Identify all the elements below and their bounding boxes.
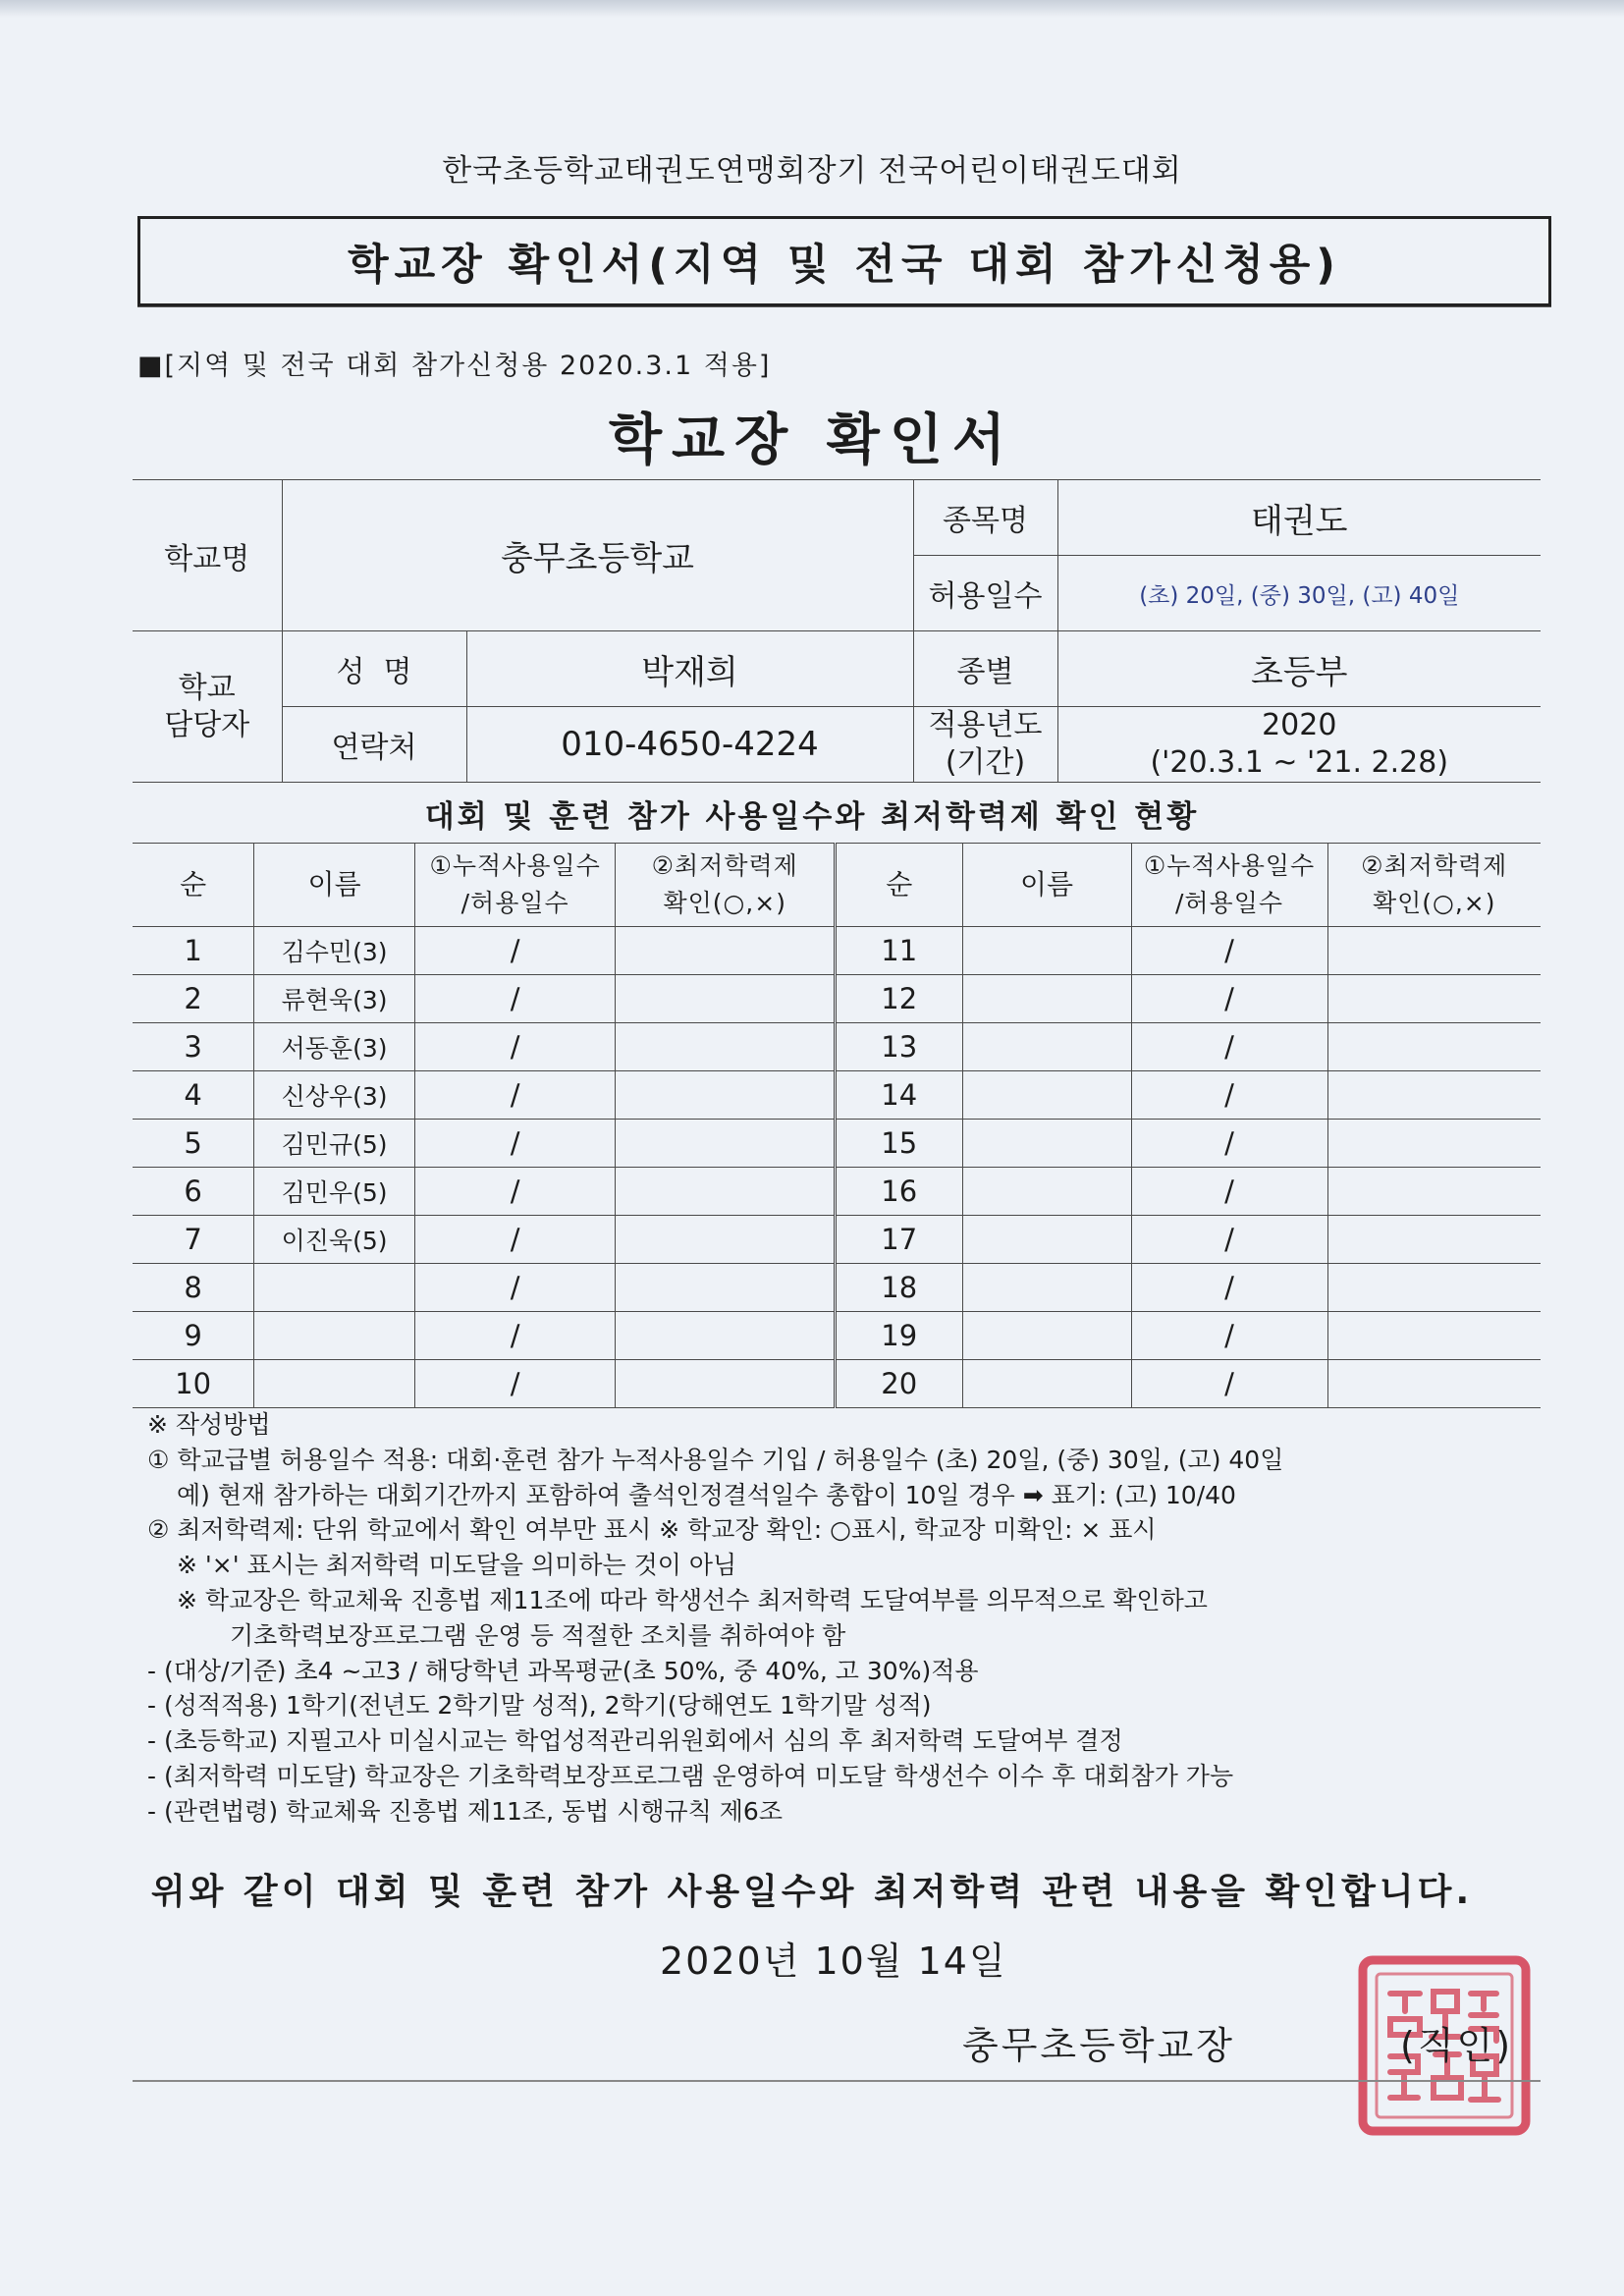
academic-check-cell [1327, 927, 1541, 975]
school-name-label: 학교명 [133, 480, 282, 631]
instructions [147, 1407, 1522, 1830]
roster-table-left [133, 843, 837, 1408]
apply-year-label-line2: (기간) [945, 745, 1026, 780]
col-header-check-line2: 확인(○,×) [663, 889, 786, 917]
table-row [133, 1360, 836, 1408]
academic-check-cell [616, 1120, 836, 1168]
student-name [962, 1360, 1131, 1408]
table-row [837, 1023, 1541, 1071]
table-row [837, 1312, 1541, 1360]
table-row [837, 1216, 1541, 1264]
days-used-cell: / [1131, 927, 1327, 975]
row-number: 2 [133, 975, 254, 1023]
row-number: 3 [133, 1023, 254, 1071]
days-used-cell: / [1131, 1360, 1327, 1408]
academic-check-cell [616, 1071, 836, 1120]
event-value: 태권도 [1057, 480, 1541, 556]
manager-name-value: 박재희 [466, 631, 913, 707]
days-used-cell: / [414, 1071, 616, 1120]
row-number: 8 [133, 1264, 254, 1312]
academic-check-cell [1327, 1216, 1541, 1264]
academic-check-cell [616, 1264, 836, 1312]
days-used-cell: / [1131, 1120, 1327, 1168]
category-value: 초등부 [1057, 631, 1541, 707]
row-number: 19 [837, 1312, 962, 1360]
contact-label: 연락처 [282, 707, 466, 783]
manager-label-line2: 담당자 [164, 707, 250, 742]
student-name [962, 1312, 1131, 1360]
bottom-divider [133, 2080, 1541, 2082]
manager-label-line1: 학교 [178, 670, 236, 705]
days-used-cell: / [414, 1023, 616, 1071]
apply-year-value-line2: ('20.3.1 ~ '21. 2.28) [1150, 745, 1449, 780]
table-row [133, 1023, 836, 1071]
student-name [962, 1071, 1131, 1120]
school-name-value: 충무초등학교 [282, 480, 913, 631]
col-header-check [616, 844, 836, 927]
row-number: 18 [837, 1264, 962, 1312]
days-used-cell: / [1131, 1168, 1327, 1216]
document-title: 학교장 확인서 [608, 409, 1016, 472]
instructions-line: 기초학력보장프로그램 운영 등 적절한 조치를 취하여야 함 [230, 1620, 846, 1650]
roster-section-title: 대회 및 훈련 참가 사용일수와 최저학력제 확인 현황 [424, 799, 1200, 835]
academic-check-cell [1327, 1360, 1541, 1408]
student-name [254, 1360, 415, 1408]
student-name [962, 1023, 1131, 1071]
table-row [837, 975, 1541, 1023]
col-header-check-line1: ②최저학력제 [651, 851, 798, 880]
academic-check-cell [616, 1360, 836, 1408]
manager-name-label: 성 명 [282, 631, 466, 707]
student-name [962, 1264, 1131, 1312]
days-used-cell: / [414, 1264, 616, 1312]
days-used-cell: / [1131, 1023, 1327, 1071]
student-name [962, 975, 1131, 1023]
row-number: 6 [133, 1168, 254, 1216]
apply-year-label [913, 707, 1057, 783]
instructions-line: - (성적적용) 1학기(전년도 2학기말 성적), 2학기(당해연도 1학기말 성적) [147, 1691, 932, 1721]
col-header-no: 순 [837, 844, 962, 927]
col-header-days [1131, 844, 1327, 927]
instructions-line: 예) 현재 참가하는 대회기간까지 포함하여 출석인정결석일수 총합이 10일 경우 ➡ 표기: (고) 10/40 [177, 1480, 1236, 1509]
row-number: 11 [837, 927, 962, 975]
apply-year-value [1057, 707, 1541, 783]
student-name: 서동훈(3) [254, 1023, 415, 1071]
row-number: 17 [837, 1216, 962, 1264]
row-number: 20 [837, 1360, 962, 1408]
row-number: 13 [837, 1023, 962, 1071]
days-used-cell: / [414, 1360, 616, 1408]
row-number: 4 [133, 1071, 254, 1120]
academic-check-cell [616, 1168, 836, 1216]
academic-check-cell [616, 1216, 836, 1264]
student-name: 김민규(5) [254, 1120, 415, 1168]
instructions-line: - (최저학력 미도달) 학교장은 기초학력보장프로그램 운영하여 미도달 학생선수 이수 후 대회참가 가능 [147, 1761, 1234, 1790]
table-row [133, 1216, 836, 1264]
academic-check-cell [1327, 1023, 1541, 1071]
student-name [962, 1120, 1131, 1168]
row-number: 12 [837, 975, 962, 1023]
table-row [133, 1264, 836, 1312]
roster-table-right [837, 843, 1541, 1408]
student-name: 김수민(3) [254, 927, 415, 975]
student-name: 류현욱(3) [254, 975, 415, 1023]
days-used-cell: / [414, 1120, 616, 1168]
table-row [837, 1264, 1541, 1312]
student-name: 이진욱(5) [254, 1216, 415, 1264]
contact-value: 010-4650-4224 [466, 707, 913, 783]
academic-check-cell [1327, 1120, 1541, 1168]
days-used-cell: / [1131, 1312, 1327, 1360]
table-row [133, 927, 836, 975]
row-number: 9 [133, 1312, 254, 1360]
event-title: 한국초등학교태권도연맹회장기 전국어린이태권도대회 [442, 153, 1182, 189]
col-header-days-line2: /허용일수 [460, 889, 569, 917]
student-name [254, 1264, 415, 1312]
form-note: ■[지역 및 전국 대회 참가신청용 2020.3.1 적용] [137, 351, 772, 381]
days-used-cell: / [414, 927, 616, 975]
row-number: 15 [837, 1120, 962, 1168]
principal-title: 충무초등학교장 [962, 2024, 1235, 2067]
col-header-check-line2: 확인(○,×) [1372, 889, 1496, 917]
seal-label: (직인) [1400, 2024, 1514, 2067]
row-number: 7 [133, 1216, 254, 1264]
apply-year-label-line1: 적용년도 [928, 708, 1043, 742]
days-used-cell: / [414, 1168, 616, 1216]
student-name: 신상우(3) [254, 1071, 415, 1120]
academic-check-cell [1327, 1264, 1541, 1312]
col-header-check-line1: ②최저학력제 [1361, 851, 1508, 880]
academic-check-cell [616, 975, 836, 1023]
academic-check-cell [616, 927, 836, 975]
issue-date: 2020년 10월 14일 [660, 1940, 1007, 1983]
allowed-days-label: 허용일수 [913, 556, 1057, 631]
allowed-days-value: (초) 20일, (중) 30일, (고) 40일 [1057, 556, 1541, 631]
col-header-days [414, 844, 616, 927]
academic-check-cell [616, 1023, 836, 1071]
table-row [837, 1120, 1541, 1168]
col-header-no: 순 [133, 844, 254, 927]
banner-title: 학교장 확인서(지역 및 전국 대회 참가신청용) [348, 240, 1341, 290]
instructions-line: - (대상/기준) 초4 ~고3 / 해당학년 과목평균(초 50%, 중 40%, 고 30%)적용 [147, 1656, 979, 1685]
col-header-days-line1: ①누적사용일수 [1143, 851, 1316, 880]
col-header-check [1327, 844, 1541, 927]
days-used-cell: / [1131, 1216, 1327, 1264]
instructions-line: ① 학교급별 허용일수 적용: 대회·훈련 참가 누적사용일수 기입 / 허용일수 (초) 20일, (중) 30일, (고) 40일 [147, 1445, 1284, 1474]
student-name: 김민우(5) [254, 1168, 415, 1216]
banner-title-box [137, 216, 1551, 306]
instructions-line: ② 최저학력제: 단위 학교에서 확인 여부만 표시 ※ 학교장 확인: ○표시, 학교장 미확인: × 표시 [147, 1515, 1157, 1545]
row-number: 5 [133, 1120, 254, 1168]
academic-check-cell [1327, 975, 1541, 1023]
student-name [962, 1168, 1131, 1216]
col-header-days-line2: /허용일수 [1174, 889, 1284, 917]
table-row [133, 1312, 836, 1360]
table-row [837, 1071, 1541, 1120]
col-header-name: 이름 [254, 844, 415, 927]
school-info-table [133, 479, 1541, 783]
confirmation-statement: 위와 같이 대회 및 훈련 참가 사용일수와 최저학력 관련 내용을 확인합니다. [150, 1872, 1474, 1912]
col-header-name: 이름 [962, 844, 1131, 927]
table-row [837, 1360, 1541, 1408]
table-row [133, 1168, 836, 1216]
instructions-line: - (초등학교) 지필고사 미실시교는 학업성적관리위원회에서 심의 후 최저학력 도달여부 결정 [147, 1726, 1123, 1756]
student-name [962, 927, 1131, 975]
apply-year-value-line1: 2020 [1262, 708, 1337, 742]
days-used-cell: / [414, 1312, 616, 1360]
academic-check-cell [1327, 1071, 1541, 1120]
row-number: 10 [133, 1360, 254, 1408]
manager-label [133, 631, 282, 783]
days-used-cell: / [414, 1216, 616, 1264]
instructions-line: - (관련법령) 학교체육 진흥법 제11조, 동법 시행규칙 제6조 [147, 1796, 783, 1826]
row-number: 1 [133, 927, 254, 975]
instructions-line: ※ '×' 표시는 최저학력 미도달을 의미하는 것이 아님 [177, 1551, 737, 1580]
col-header-days-line1: ①누적사용일수 [429, 851, 601, 880]
student-name [254, 1312, 415, 1360]
student-name [962, 1216, 1131, 1264]
table-row [133, 1120, 836, 1168]
row-number: 14 [837, 1071, 962, 1120]
instructions-title: ※ 작성방법 [147, 1410, 271, 1439]
category-label: 종별 [913, 631, 1057, 707]
table-row [837, 927, 1541, 975]
table-row [133, 975, 836, 1023]
academic-check-cell [1327, 1168, 1541, 1216]
instructions-line: ※ 학교장은 학교체육 진흥법 제11조에 따라 학생선수 최저학력 도달여부를 의무적으로 확인하고 [177, 1585, 1208, 1614]
academic-check-cell [1327, 1312, 1541, 1360]
days-used-cell: / [1131, 1264, 1327, 1312]
table-row [133, 1071, 836, 1120]
scan-edge [0, 0, 1624, 18]
table-row [837, 1168, 1541, 1216]
event-label: 종목명 [913, 480, 1057, 556]
days-used-cell: / [414, 975, 616, 1023]
days-used-cell: / [1131, 1071, 1327, 1120]
days-used-cell: / [1131, 975, 1327, 1023]
row-number: 16 [837, 1168, 962, 1216]
academic-check-cell [616, 1312, 836, 1360]
